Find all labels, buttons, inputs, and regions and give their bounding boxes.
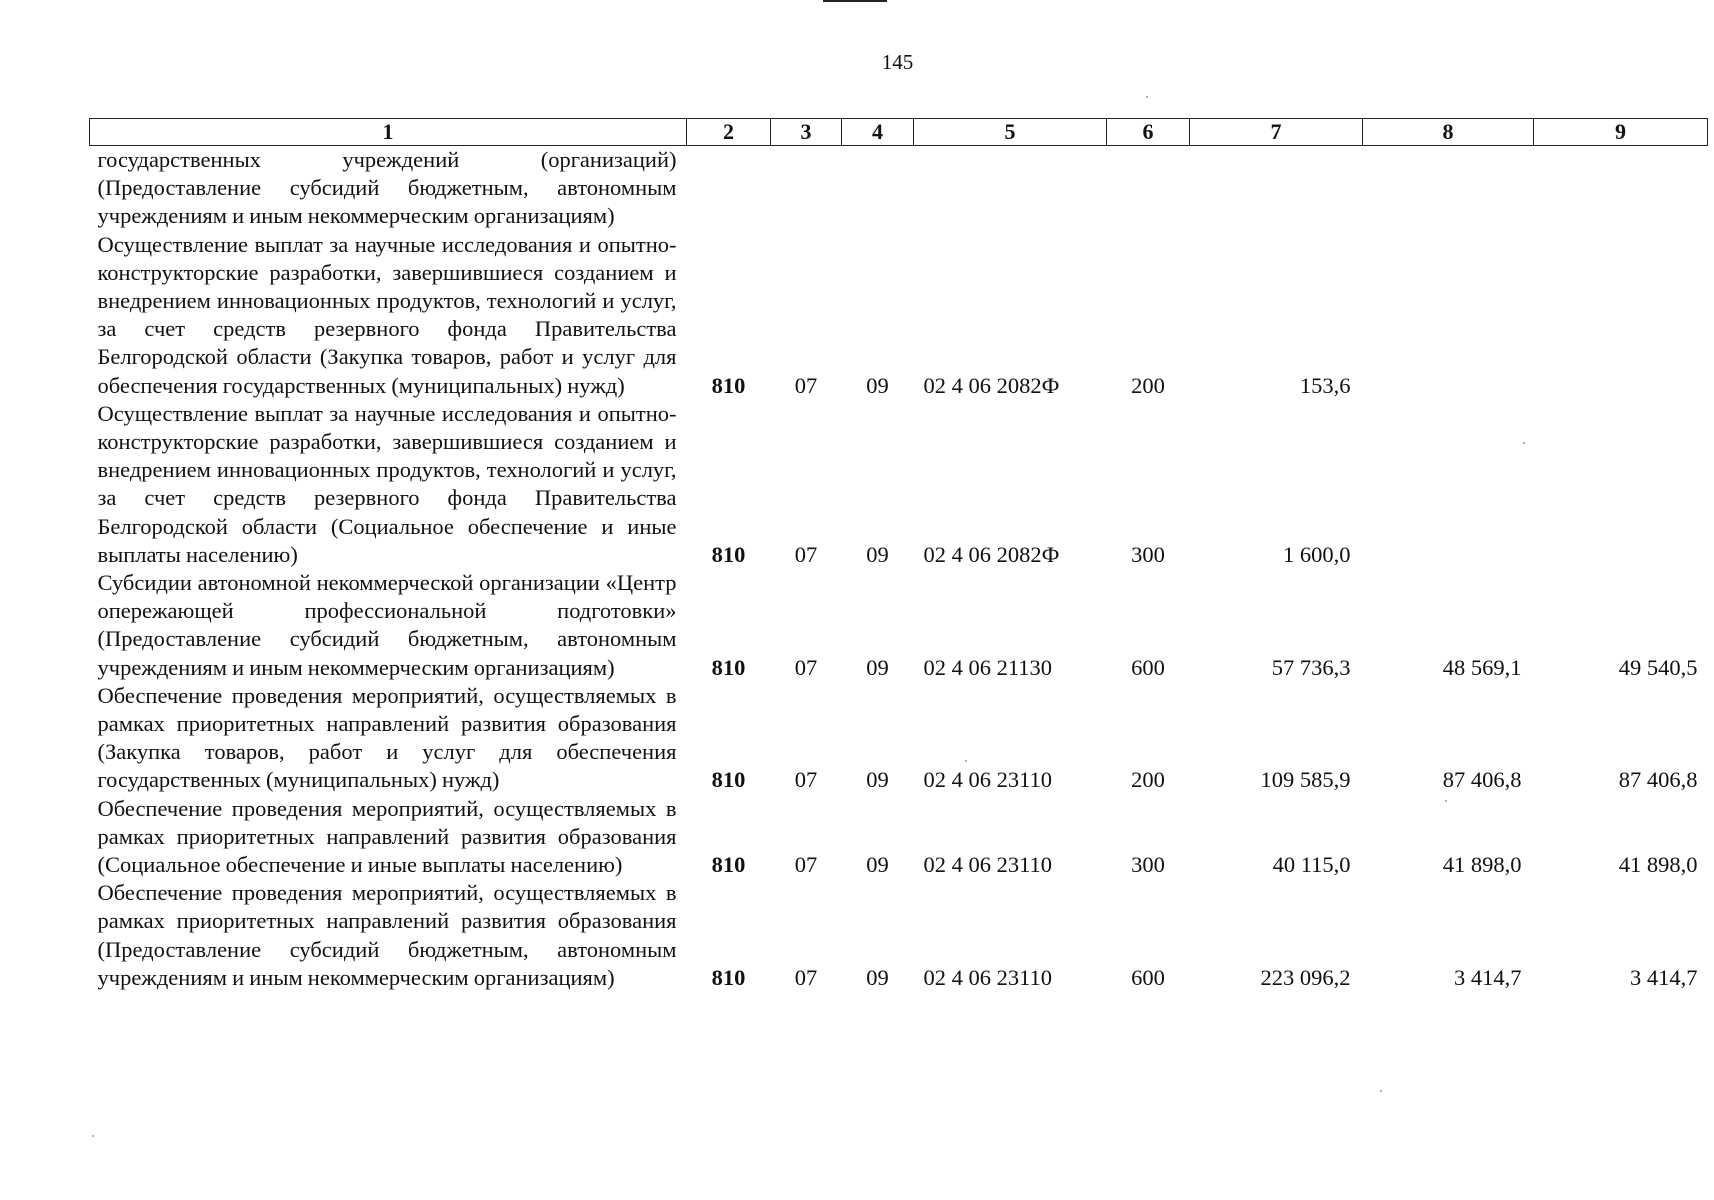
scan-speck [1523,442,1525,444]
row-section-code: 07 [794,767,818,793]
row-target-code: 02 4 06 23110 [923,964,1053,990]
top-rule [823,0,887,2]
row-amount-col8: 87 406,8 [1442,767,1522,793]
row-subsection-code: 09 [866,372,889,398]
table-row [90,682,1708,795]
row-amount-col9 [1534,231,1708,400]
row-description: Обеспечение проведения мероприятий, осуществляемых в рамках приоритетных направлений развития образования (Социальное обеспечение и иные выплаты населению) [97,795,677,878]
row-amount-col7: 57 736,3 [1271,654,1351,680]
row-amount-col9: 3 414,7 [1630,964,1698,990]
scan-speck [92,1135,94,1137]
header-cell-9: 9 [1534,119,1708,146]
row-target-code: 02 4 06 21130 [923,654,1053,680]
row-expense-type: 600 [1131,964,1165,990]
row-subsection-code: 09 [866,541,889,567]
row-amount-col8 [1363,146,1534,231]
row-subsection-code [842,146,914,231]
row-description: Осуществление выплат за научные исследования и опытно-конструкторские разработки, завершившиеся созданием и внедрением инновационных продуктов, технологий и услуг, за счет средств резервного фонда Правительства Белгородской области (Социальное обеспечение и иные выплаты населению) [97,400,677,567]
row-description: Обеспечение проведения мероприятий, осуществляемых в рамках приоритетных направлений развития образования (Закупка товаров, работ и услуг для обеспечения государственных (муниципальных) нужд) [97,682,677,793]
row-amount-col9: 87 406,8 [1618,767,1698,793]
row-section-code: 07 [794,654,818,680]
scan-speck [1380,1090,1382,1092]
row-amount-col9 [1534,400,1708,569]
row-target-code: 02 4 06 2082Ф [923,541,1060,567]
row-description: государственных учреждений (организаций) (Предоставление субсидий бюджетным, автономным учреждениям и иным некоммерческим организациям) [97,147,677,229]
row-subsection-code: 09 [866,767,889,793]
scan-speck [1445,800,1447,802]
row-expense-type: 200 [1131,767,1165,793]
header-cell-8: 8 [1363,119,1534,146]
row-ministry-code [687,146,771,231]
row-amount-col8 [1363,400,1534,569]
row-expense-type: 200 [1131,372,1165,398]
row-ministry-code: 810 [711,852,746,878]
row-amount-col9: 41 898,0 [1618,852,1698,878]
row-expense-type: 300 [1131,852,1165,878]
row-amount-col9: 49 540,5 [1618,654,1698,680]
table-row [90,879,1708,992]
row-section-code: 07 [794,541,818,567]
header-cell-6: 6 [1107,119,1190,146]
page-number: 145 [881,50,914,74]
row-target-code: 02 4 06 23110 [923,852,1053,878]
header-cell-5: 5 [914,119,1107,146]
table-row [90,231,1708,400]
row-amount-col8: 3 414,7 [1454,964,1522,990]
row-description: Осуществление выплат за научные исследования и опытно-конструкторские разработки, завершившиеся созданием и внедрением инновационных продуктов, технологий и услуг, за счет средств резервного фонда Правительства Белгородской области (Закупка товаров, работ и услуг для обеспечения государственных (муниципальных) нужд) [97,231,677,398]
row-section-code: 07 [794,964,818,990]
header-cell-1: 1 [90,119,687,146]
row-amount-col7: 1 600,0 [1283,541,1351,567]
table-row [90,400,1708,569]
row-amount-col7: 109 585,9 [1260,767,1351,793]
row-section-code: 07 [794,852,818,878]
row-subsection-code: 09 [866,654,889,680]
header-cell-2: 2 [687,119,771,146]
row-ministry-code: 810 [711,372,746,398]
row-section-code [771,146,842,231]
row-ministry-code: 810 [711,767,746,793]
row-ministry-code: 810 [711,654,746,680]
row-amount-col7: 153,6 [1299,372,1351,398]
header-cell-7: 7 [1190,119,1363,146]
header-row [90,119,1708,146]
table-row [90,795,1708,880]
header-cell-4: 4 [842,119,914,146]
row-amount-col7: 40 115,0 [1272,852,1351,878]
row-amount-col8 [1363,231,1534,400]
row-amount-col7 [1190,146,1363,231]
row-subsection-code: 09 [866,964,889,990]
row-amount-col8: 41 898,0 [1442,852,1522,878]
scan-speck [1146,96,1148,98]
row-ministry-code: 810 [711,964,746,990]
row-amount-col9 [1534,146,1708,231]
row-description: Субсидии автономной некоммерческой организации «Центр опережающей профессиональной подготовки» (Предоставление субсидий бюджетным, автономным учреждениям и иным некоммерческим организациям) [97,570,677,680]
table-row [90,146,1708,231]
budget-table-container [89,118,1707,992]
header-cell-3: 3 [771,119,842,146]
table-row [90,569,1708,682]
row-subsection-code: 09 [866,852,889,878]
row-target-code: 02 4 06 2082Ф [923,372,1060,398]
row-expense-type: 300 [1131,541,1165,567]
row-ministry-code: 810 [711,541,746,567]
row-amount-col7: 223 096,2 [1260,964,1351,990]
row-expense-type: 600 [1131,654,1165,680]
row-expense-type [1107,146,1190,231]
row-section-code: 07 [794,372,818,398]
row-amount-col8: 48 569,1 [1442,654,1522,680]
row-target-code: 02 4 06 23110 [923,767,1053,793]
row-description: Обеспечение проведения мероприятий, осуществляемых в рамках приоритетных направлений развития образования (Предоставление субсидий бюджетным, автономным учреждениям и иным некоммерческим организациям) [97,880,677,990]
budget-table [89,118,1708,992]
scan-speck [965,760,967,762]
row-target-code [914,146,1107,231]
